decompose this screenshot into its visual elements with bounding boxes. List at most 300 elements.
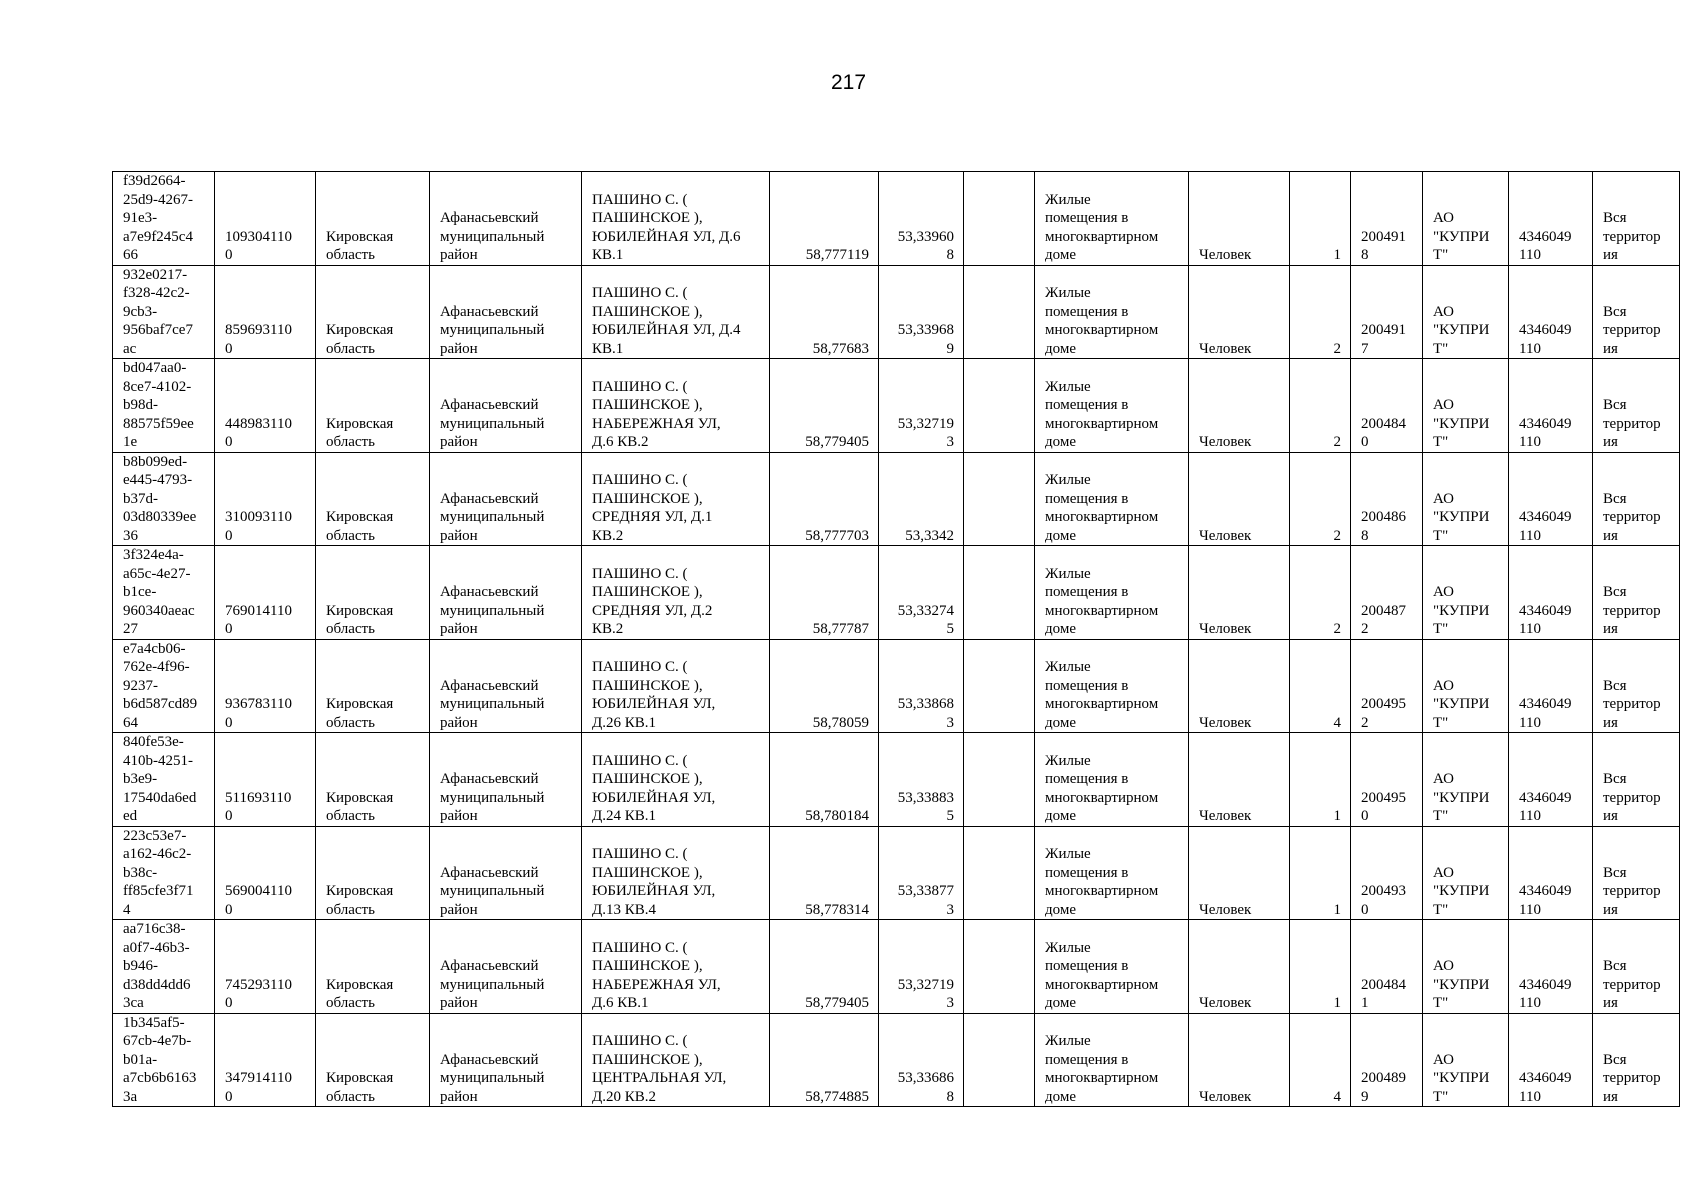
record-id-cell <box>113 546 215 640</box>
region-cell <box>316 172 430 266</box>
empty-cell <box>964 826 1035 920</box>
unit-cell-text: Человек <box>1199 1088 1252 1105</box>
number-cell <box>1351 265 1423 359</box>
latitude-cell <box>770 920 879 1014</box>
territory-cell-text: Вся территор ия <box>1603 303 1661 357</box>
latitude-cell-text: 58,77683 <box>812 340 869 357</box>
number-cell-text: 200484 0 <box>1361 415 1406 450</box>
code-cell-text: 109304110 0 <box>225 228 292 263</box>
address-cell-text: ПАШИНО С. ( ПАШИНСКОЕ ), СРЕДНЯЯ УЛ, Д.1 КВ.2 <box>592 472 713 544</box>
territory-cell <box>1593 265 1680 359</box>
address-cell-text: ПАШИНО С. ( ПАШИНСКОЕ ), СРЕДНЯЯ УЛ, Д.2 КВ.2 <box>592 565 713 637</box>
district-cell-text: Афанасьевский муниципальный район <box>440 864 545 918</box>
region-cell <box>316 733 430 827</box>
organization-cell <box>1423 359 1509 453</box>
district-cell <box>430 733 582 827</box>
table-row <box>113 359 1680 453</box>
address-cell-text: ПАШИНО С. ( ПАШИНСКОЕ ), ЮБИЛЕЙНАЯ УЛ, Д.26 КВ.1 <box>592 659 716 731</box>
record-id-cell-text: 840fe53e- 410b-4251- b3e9- 17540da6ed ed <box>123 734 197 824</box>
code-cell <box>215 1013 316 1107</box>
count-cell <box>1290 172 1351 266</box>
address-cell <box>582 452 770 546</box>
record-id-cell-text: f39d2664- 25d9-4267- 91e3- a7e9f245c4 66 <box>123 173 193 263</box>
empty-cell <box>964 920 1035 1014</box>
address-cell <box>582 920 770 1014</box>
latitude-cell-text: 58,777703 <box>805 527 869 544</box>
region-cell <box>316 452 430 546</box>
longitude-cell-text: 53,33868 3 <box>897 696 954 731</box>
premises-type-cell <box>1035 826 1189 920</box>
table-row <box>113 920 1680 1014</box>
code-cell-text: 859693110 0 <box>225 322 292 357</box>
count-cell-text: 2 <box>1333 527 1341 544</box>
unit-cell <box>1189 452 1290 546</box>
territory-cell-text: Вся территор ия <box>1603 864 1661 918</box>
unit-cell <box>1189 546 1290 640</box>
longitude-cell-text: 53,33274 5 <box>897 602 954 637</box>
number-cell <box>1351 1013 1423 1107</box>
number-cell-text: 200491 8 <box>1361 228 1406 263</box>
latitude-cell-text: 58,77787 <box>812 621 869 637</box>
number-cell <box>1351 639 1423 733</box>
code-cell-text: 310093110 0 <box>225 509 292 544</box>
organization-cell-text: АО "КУПРИ Т" <box>1433 958 1490 1011</box>
inn-cell <box>1509 172 1593 266</box>
count-cell <box>1290 546 1351 640</box>
unit-cell-text: Человек <box>1199 995 1252 1011</box>
record-id-cell-text: bd047aa0- 8ce7-4102- b98d- 88575f59ee 1e <box>123 360 194 450</box>
region-cell-text: Кировская область <box>326 789 394 824</box>
territory-cell-text: Вся территор ия <box>1603 490 1661 544</box>
territory-cell <box>1593 359 1680 453</box>
district-cell-text: Афанасьевский муниципальный район <box>440 397 545 450</box>
inn-cell <box>1509 920 1593 1014</box>
table-row <box>113 1013 1680 1107</box>
territory-cell-text: Вся территор ия <box>1603 771 1661 824</box>
number-cell-text: 200495 0 <box>1361 789 1406 824</box>
region-cell-text: Кировская область <box>326 696 394 731</box>
unit-cell-text: Человек <box>1199 621 1252 637</box>
table-body <box>113 172 1680 1107</box>
latitude-cell <box>770 265 879 359</box>
number-cell-text: 200484 1 <box>1361 976 1406 1011</box>
count-cell <box>1290 826 1351 920</box>
territory-cell <box>1593 826 1680 920</box>
count-cell <box>1290 639 1351 733</box>
premises-type-cell <box>1035 546 1189 640</box>
longitude-cell <box>879 359 964 453</box>
record-id-cell-text: 3f324e4a- a65c-4e27- b1ce- 960340aeac 27 <box>123 547 195 637</box>
number-cell <box>1351 826 1423 920</box>
region-cell <box>316 359 430 453</box>
inn-cell <box>1509 546 1593 640</box>
district-cell-text: Афанасьевский муниципальный район <box>440 958 545 1011</box>
empty-cell <box>964 546 1035 640</box>
region-cell-text: Кировская область <box>326 322 394 357</box>
premises-type-cell <box>1035 172 1189 266</box>
longitude-cell-text: 53,33877 3 <box>897 883 954 918</box>
longitude-cell <box>879 546 964 640</box>
organization-cell-text: АО "КУПРИ Т" <box>1433 397 1490 450</box>
premises-type-cell-text: Жилые помещения в многоквартирном доме <box>1045 659 1159 731</box>
empty-cell <box>964 733 1035 827</box>
territory-cell <box>1593 1013 1680 1107</box>
region-cell-text: Кировская область <box>326 1070 394 1105</box>
unit-cell <box>1189 826 1290 920</box>
unit-cell <box>1189 172 1290 266</box>
territory-cell-text: Вся территор ия <box>1603 958 1661 1011</box>
district-cell-text: Афанасьевский муниципальный район <box>440 210 545 263</box>
premises-type-cell <box>1035 265 1189 359</box>
inn-cell <box>1509 452 1593 546</box>
inn-cell-text: 4346049 110 <box>1519 509 1572 544</box>
table-row <box>113 546 1680 640</box>
number-cell-text: 200487 2 <box>1361 602 1406 637</box>
code-cell-text: 569004110 0 <box>225 883 292 918</box>
latitude-cell-text: 58,780184 <box>805 808 869 824</box>
code-cell <box>215 546 316 640</box>
longitude-cell <box>879 1013 964 1107</box>
count-cell <box>1290 265 1351 359</box>
premises-type-cell <box>1035 733 1189 827</box>
record-id-cell <box>113 733 215 827</box>
count-cell <box>1290 733 1351 827</box>
premises-type-cell <box>1035 1013 1189 1107</box>
latitude-cell <box>770 452 879 546</box>
longitude-cell <box>879 920 964 1014</box>
premises-type-cell-text: Жилые помещения в многоквартирном доме <box>1045 472 1159 544</box>
territory-cell <box>1593 546 1680 640</box>
district-cell <box>430 639 582 733</box>
premises-type-cell <box>1035 452 1189 546</box>
district-cell <box>430 359 582 453</box>
longitude-cell <box>879 733 964 827</box>
unit-cell-text: Человек <box>1199 247 1252 263</box>
record-id-cell-text: 932e0217- f328-42c2- 9cb3- 956baf7ce7 ac <box>123 266 193 357</box>
longitude-cell-text: 53,32719 3 <box>897 415 954 450</box>
organization-cell-text: АО "КУПРИ Т" <box>1433 210 1490 263</box>
address-cell <box>582 359 770 453</box>
territory-cell-text: Вся территор ия <box>1603 1051 1661 1105</box>
count-cell-text: 2 <box>1333 340 1341 357</box>
latitude-cell <box>770 546 879 640</box>
latitude-cell-text: 58,779405 <box>805 995 869 1011</box>
unit-cell-text: Человек <box>1199 434 1252 450</box>
region-cell <box>316 546 430 640</box>
empty-cell <box>964 452 1035 546</box>
latitude-cell <box>770 172 879 266</box>
record-id-cell <box>113 452 215 546</box>
premises-type-cell-text: Жилые помещения в многоквартирном доме <box>1045 752 1159 824</box>
longitude-cell <box>879 265 964 359</box>
territory-cell <box>1593 920 1680 1014</box>
address-cell <box>582 733 770 827</box>
record-id-cell <box>113 1013 215 1107</box>
inn-cell <box>1509 639 1593 733</box>
code-cell-text: 769014110 0 <box>225 602 292 637</box>
organization-cell-text: АО "КУПРИ Т" <box>1433 490 1490 544</box>
longitude-cell-text: 53,33883 5 <box>897 789 954 824</box>
address-cell <box>582 172 770 266</box>
inn-cell-text: 4346049 110 <box>1519 1070 1572 1105</box>
unit-cell-text: Человек <box>1199 901 1252 918</box>
number-cell-text: 200486 8 <box>1361 509 1406 544</box>
unit-cell-text: Человек <box>1199 808 1252 824</box>
latitude-cell <box>770 826 879 920</box>
unit-cell-text: Человек <box>1199 340 1252 357</box>
region-cell-text: Кировская область <box>326 228 394 263</box>
inn-cell-text: 4346049 110 <box>1519 228 1572 263</box>
table-row <box>113 733 1680 827</box>
record-id-cell-text: e7a4cb06- 762e-4f96- 9237- b6d587cd89 64 <box>123 640 198 731</box>
address-cell-text: ПАШИНО С. ( ПАШИНСКОЕ ), ЮБИЛЕЙНАЯ УЛ, Д.13 КВ.4 <box>592 846 716 918</box>
code-cell-text: 511693110 0 <box>225 789 292 824</box>
code-cell <box>215 265 316 359</box>
address-cell-text: ПАШИНО С. ( ПАШИНСКОЕ ), НАБЕРЕЖНАЯ УЛ, Д.6 КВ.1 <box>592 939 721 1011</box>
longitude-cell-text: 53,33686 8 <box>897 1070 954 1105</box>
longitude-cell <box>879 826 964 920</box>
code-cell <box>215 452 316 546</box>
record-id-cell-text: 223c53e7- a162-46c2- b38c- ff85cfe3f71 4 <box>123 827 194 918</box>
latitude-cell <box>770 359 879 453</box>
premises-type-cell-text: Жилые помещения в многоквартирном доме <box>1045 846 1159 918</box>
organization-cell <box>1423 172 1509 266</box>
table-row <box>113 265 1680 359</box>
count-cell <box>1290 1013 1351 1107</box>
region-cell <box>316 265 430 359</box>
district-cell-text: Афанасьевский муниципальный район <box>440 490 545 544</box>
number-cell-text: 200489 9 <box>1361 1070 1406 1105</box>
premises-type-cell-text: Жилые помещения в многоквартирном доме <box>1045 565 1159 637</box>
region-cell-text: Кировская область <box>326 509 394 544</box>
table-row <box>113 172 1680 266</box>
empty-cell <box>964 639 1035 733</box>
count-cell-text: 1 <box>1333 995 1341 1011</box>
longitude-cell-text: 53,32719 3 <box>897 976 954 1011</box>
longitude-cell <box>879 639 964 733</box>
record-id-cell <box>113 265 215 359</box>
unit-cell <box>1189 265 1290 359</box>
premises-type-cell <box>1035 639 1189 733</box>
premises-type-cell-text: Жилые помещения в многоквартирном доме <box>1045 191 1159 263</box>
territory-cell-text: Вся территор ия <box>1603 397 1661 450</box>
region-cell <box>316 826 430 920</box>
unit-cell <box>1189 1013 1290 1107</box>
longitude-cell <box>879 172 964 266</box>
code-cell <box>215 826 316 920</box>
record-id-cell <box>113 172 215 266</box>
empty-cell <box>964 265 1035 359</box>
inn-cell-text: 4346049 110 <box>1519 415 1572 450</box>
address-cell <box>582 1013 770 1107</box>
address-cell <box>582 826 770 920</box>
organization-cell <box>1423 265 1509 359</box>
latitude-cell <box>770 1013 879 1107</box>
count-cell <box>1290 452 1351 546</box>
unit-cell <box>1189 733 1290 827</box>
territory-cell <box>1593 172 1680 266</box>
count-cell <box>1290 920 1351 1014</box>
latitude-cell-text: 58,777119 <box>805 247 869 263</box>
code-cell <box>215 733 316 827</box>
address-cell-text: ПАШИНО С. ( ПАШИНСКОЕ ), ЮБИЛЕЙНАЯ УЛ, Д.6 КВ.1 <box>592 191 741 263</box>
district-cell-text: Афанасьевский муниципальный район <box>440 584 545 637</box>
empty-cell <box>964 1013 1035 1107</box>
table-row <box>113 826 1680 920</box>
number-cell <box>1351 172 1423 266</box>
code-cell <box>215 920 316 1014</box>
district-cell-text: Афанасьевский муниципальный район <box>440 1051 545 1105</box>
premises-type-cell-text: Жилые помещения в многоквартирном доме <box>1045 378 1159 450</box>
district-cell-text: Афанасьевский муниципальный район <box>440 303 545 357</box>
premises-type-cell-text: Жилые помещения в многоквартирном доме <box>1045 939 1159 1011</box>
unit-cell <box>1189 920 1290 1014</box>
territory-cell <box>1593 639 1680 733</box>
organization-cell-text: АО "КУПРИ Т" <box>1433 1051 1490 1105</box>
count-cell-text: 2 <box>1333 621 1341 637</box>
address-cell <box>582 546 770 640</box>
code-cell <box>215 639 316 733</box>
address-cell <box>582 639 770 733</box>
organization-cell <box>1423 1013 1509 1107</box>
latitude-cell-text: 58,78059 <box>812 714 869 731</box>
district-cell-text: Афанасьевский муниципальный район <box>440 677 545 731</box>
count-cell <box>1290 359 1351 453</box>
latitude-cell-text: 58,774885 <box>805 1088 869 1105</box>
record-id-cell-text: 1b345af5- 67cb-4e7b- b01a- a7cb6b6163 3a <box>123 1014 197 1105</box>
inn-cell-text: 4346049 110 <box>1519 322 1572 357</box>
inn-cell <box>1509 826 1593 920</box>
organization-cell <box>1423 733 1509 827</box>
record-id-cell-text: aa716c38- a0f7-46b3- b946- d38dd4dd6 3ca <box>123 921 191 1011</box>
district-cell <box>430 172 582 266</box>
unit-cell <box>1189 359 1290 453</box>
district-cell <box>430 826 582 920</box>
number-cell-text: 200491 7 <box>1361 322 1406 357</box>
inn-cell-text: 4346049 110 <box>1519 976 1572 1011</box>
address-cell <box>582 265 770 359</box>
inn-cell <box>1509 359 1593 453</box>
organization-cell <box>1423 920 1509 1014</box>
empty-cell <box>964 172 1035 266</box>
number-cell <box>1351 546 1423 640</box>
page-number: 217 <box>830 71 867 94</box>
number-cell-text: 200495 2 <box>1361 696 1406 731</box>
count-cell-text: 2 <box>1333 434 1341 450</box>
district-cell <box>430 546 582 640</box>
territory-cell-text: Вся территор ия <box>1603 210 1661 263</box>
organization-cell <box>1423 639 1509 733</box>
longitude-cell-text: 53,33960 8 <box>897 228 954 263</box>
premises-type-cell-text: Жилые помещения в многоквартирном доме <box>1045 285 1159 357</box>
premises-type-cell <box>1035 359 1189 453</box>
number-cell <box>1351 920 1423 1014</box>
territory-cell-text: Вся территор ия <box>1603 677 1661 731</box>
address-cell-text: ПАШИНО С. ( ПАШИНСКОЕ ), НАБЕРЕЖНАЯ УЛ, Д.6 КВ.2 <box>592 378 721 450</box>
district-cell <box>430 452 582 546</box>
longitude-cell-text: 53,33968 9 <box>897 322 954 357</box>
region-cell <box>316 920 430 1014</box>
code-cell-text: 347914110 0 <box>225 1070 292 1105</box>
organization-cell <box>1423 546 1509 640</box>
region-cell <box>316 639 430 733</box>
inn-cell-text: 4346049 110 <box>1519 883 1572 918</box>
address-cell-text: ПАШИНО С. ( ПАШИНСКОЕ ), ЦЕНТРАЛЬНАЯ УЛ, Д.20 КВ.2 <box>592 1033 727 1105</box>
address-cell-text: ПАШИНО С. ( ПАШИНСКОЕ ), ЮБИЛЕЙНАЯ УЛ, Д.4 КВ.1 <box>592 285 741 357</box>
inn-cell <box>1509 265 1593 359</box>
code-cell <box>215 172 316 266</box>
inn-cell-text: 4346049 110 <box>1519 602 1572 637</box>
unit-cell-text: Человек <box>1199 527 1252 544</box>
number-cell <box>1351 359 1423 453</box>
registry-table <box>112 171 1680 1107</box>
code-cell-text: 936783110 0 <box>225 696 292 731</box>
record-id-cell-text: b8b099ed- e445-4793- b37d- 03d80339ee 36 <box>123 453 197 544</box>
organization-cell-text: АО "КУПРИ Т" <box>1433 771 1490 824</box>
longitude-cell-text: 53,3342 <box>905 527 954 544</box>
organization-cell-text: АО "КУПРИ Т" <box>1433 584 1490 637</box>
inn-cell-text: 4346049 110 <box>1519 696 1572 731</box>
inn-cell <box>1509 1013 1593 1107</box>
region-cell-text: Кировская область <box>326 883 394 918</box>
territory-cell-text: Вся территор ия <box>1603 584 1661 637</box>
premises-type-cell-text: Жилые помещения в многоквартирном доме <box>1045 1033 1159 1105</box>
code-cell <box>215 359 316 453</box>
count-cell-text: 1 <box>1333 901 1341 918</box>
count-cell-text: 1 <box>1333 808 1341 824</box>
latitude-cell <box>770 733 879 827</box>
number-cell-text: 200493 0 <box>1361 883 1406 918</box>
record-id-cell <box>113 639 215 733</box>
region-cell-text: Кировская область <box>326 976 394 1011</box>
code-cell-text: 448983110 0 <box>225 415 292 450</box>
inn-cell-text: 4346049 110 <box>1519 789 1572 824</box>
record-id-cell <box>113 359 215 453</box>
organization-cell-text: АО "КУПРИ Т" <box>1433 677 1490 731</box>
territory-cell <box>1593 452 1680 546</box>
territory-cell <box>1593 733 1680 827</box>
number-cell <box>1351 733 1423 827</box>
organization-cell-text: АО "КУПРИ Т" <box>1433 864 1490 918</box>
region-cell-text: Кировская область <box>326 602 394 637</box>
premises-type-cell <box>1035 920 1189 1014</box>
record-id-cell <box>113 826 215 920</box>
number-cell <box>1351 452 1423 546</box>
district-cell <box>430 920 582 1014</box>
organization-cell-text: АО "КУПРИ Т" <box>1433 303 1490 357</box>
organization-cell <box>1423 452 1509 546</box>
longitude-cell <box>879 452 964 546</box>
empty-cell <box>964 359 1035 453</box>
inn-cell <box>1509 733 1593 827</box>
district-cell <box>430 1013 582 1107</box>
address-cell-text: ПАШИНО С. ( ПАШИНСКОЕ ), ЮБИЛЕЙНАЯ УЛ, Д.24 КВ.1 <box>592 752 716 824</box>
count-cell-text: 4 <box>1333 1088 1341 1105</box>
table-row <box>113 452 1680 546</box>
region-cell <box>316 1013 430 1107</box>
latitude-cell <box>770 639 879 733</box>
district-cell <box>430 265 582 359</box>
organization-cell <box>1423 826 1509 920</box>
latitude-cell-text: 58,778314 <box>805 901 869 918</box>
code-cell-text: 745293110 0 <box>225 976 292 1011</box>
district-cell-text: Афанасьевский муниципальный район <box>440 771 545 824</box>
unit-cell <box>1189 639 1290 733</box>
table-row <box>113 639 1680 733</box>
region-cell-text: Кировская область <box>326 415 394 450</box>
unit-cell-text: Человек <box>1199 714 1252 731</box>
count-cell-text: 4 <box>1333 714 1341 731</box>
